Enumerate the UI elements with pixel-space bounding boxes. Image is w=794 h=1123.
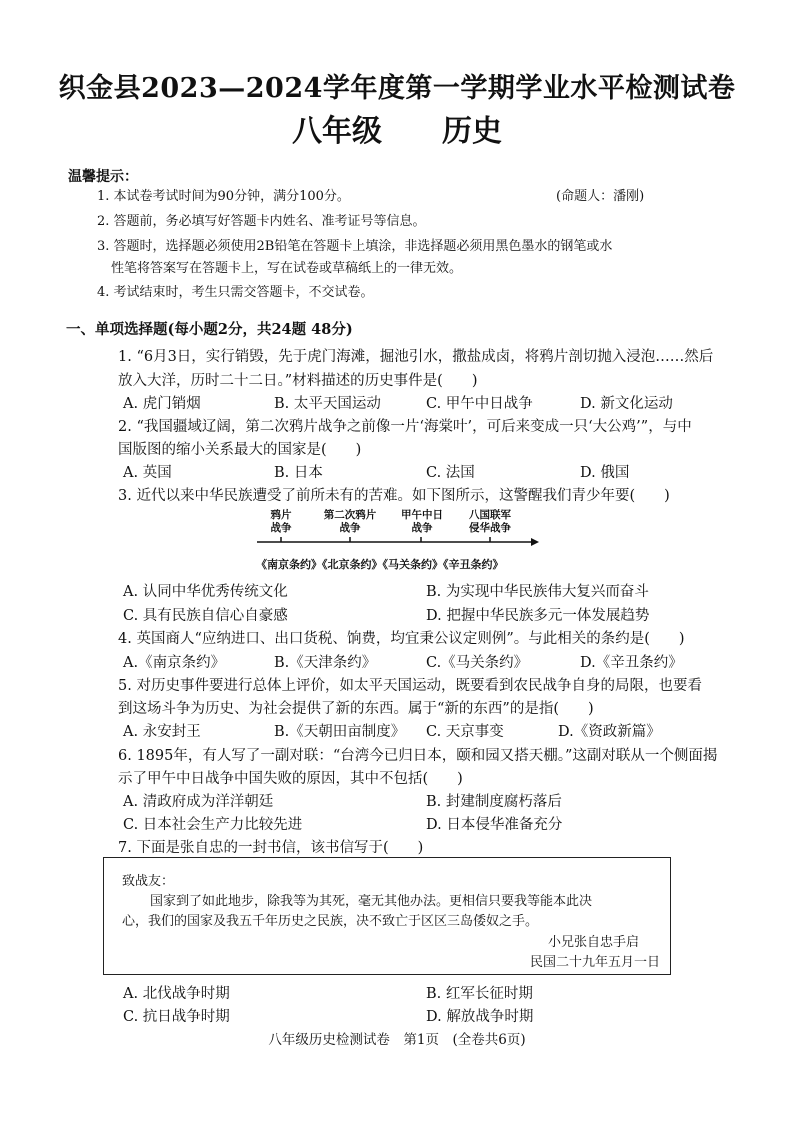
grade-label: 八年级 bbox=[292, 114, 382, 149]
section-heading: 一、单项选择题(每小题2分，共24题 48分) bbox=[66, 321, 353, 338]
note-item: 2. 答题前，务必填写好答题卡内姓名、准考证号等信息。 bbox=[97, 214, 426, 229]
question-2-line: 2. “我国疆域辽阔，第二次鸦片战争之前像一片‘海棠叶’，可后来变成一只‘大公鸡’”，与中 bbox=[118, 419, 692, 435]
letter-greeting: 致战友： bbox=[122, 874, 175, 889]
note-item: 性笔将答案写在答题卡上，写在试卷或草稿纸上的一律无效。 bbox=[111, 261, 463, 276]
grade-subject bbox=[0, 106, 794, 150]
option-a: A. 英国 bbox=[123, 465, 172, 481]
option-b: B. 太平天国运动 bbox=[274, 396, 381, 412]
note-item: 1. 本试卷考试时间为90分钟，满分100分。 bbox=[97, 189, 350, 204]
option-c: C. 法国 bbox=[426, 465, 475, 481]
note-item: 3. 答题时，选择题必须使用2B铅笔在答题卡上填涂，非选择题必须用黑色墨水的钢笔或水 bbox=[97, 239, 613, 254]
option-d: D. 把握中华民族多元一体发展趋势 bbox=[426, 608, 650, 624]
question-5-line: 到这场斗争为历史、为社会提供了新的东西。属于“新的东西”的是指( ) bbox=[118, 701, 594, 717]
letter-date: 民国二十九年五月一日 bbox=[530, 955, 661, 970]
notes-heading: 温馨提示： bbox=[68, 169, 138, 185]
setter-label: (命题人：潘刚) bbox=[556, 189, 645, 204]
option-b: B. 封建制度腐朽落后 bbox=[426, 794, 562, 810]
question-1-line: 放入大洋，历时二十二日。”材料描述的历史事件是( ) bbox=[118, 373, 478, 389]
option-c: C. 抗日战争时期 bbox=[123, 1009, 230, 1025]
option-c: C. 日本社会生产力比较先进 bbox=[123, 817, 303, 833]
question-5-line: 5. 对历史事件要进行总体上评价，如太平天国运动，既要看到农民战争自身的局限，也要看 bbox=[118, 678, 702, 694]
letter-signature: 小兄张自忠手启 bbox=[548, 935, 640, 950]
option-c: C. 具有民族自信心自豪感 bbox=[123, 608, 288, 624]
option-a: A. 认同中华优秀传统文化 bbox=[123, 584, 288, 600]
timeline-event-2: 第二次鸦片 战争 bbox=[323, 509, 377, 534]
question-2-line: 国版图的缩小关系最大的国家是( ) bbox=[118, 442, 362, 458]
timeline-event-3: 甲午中日 战争 bbox=[401, 509, 443, 534]
option-d: D.《资政新篇》 bbox=[558, 724, 661, 740]
option-d: D.《辛丑条约》 bbox=[580, 655, 683, 671]
option-b: B. 红军长征时期 bbox=[426, 986, 533, 1002]
letter-body: 国家到了如此地步，除我等为其死，毫无其他办法。更相信只要我等能本此决 bbox=[150, 894, 593, 909]
option-a: A. 清政府成为洋洋朝廷 bbox=[123, 794, 274, 810]
option-a: A. 虎门销烟 bbox=[123, 396, 201, 412]
option-d: D. 俄国 bbox=[580, 465, 630, 481]
option-d: D. 解放战争时期 bbox=[426, 1009, 534, 1025]
note-item: 4. 考试结束时，考生只需交答题卡，不交试卷。 bbox=[97, 285, 374, 300]
letter-body: 心，我们的国家及我五千年历史之民族，决不致亡于区区三岛倭奴之手。 bbox=[122, 914, 539, 929]
option-c: C. 甲午中日战争 bbox=[426, 396, 533, 412]
option-c: C.《马关条约》 bbox=[426, 655, 529, 671]
option-d: D. 新文化运动 bbox=[580, 396, 673, 412]
option-c: C. 天京事变 bbox=[426, 724, 504, 740]
timeline-axis bbox=[255, 536, 540, 550]
question-7-line: 7. 下面是张自忠的一封书信，该书信写于( ) bbox=[118, 840, 424, 856]
subject-label: 历史 bbox=[442, 114, 502, 149]
timeline-event-4: 八国联军 侵华战争 bbox=[469, 509, 511, 534]
question-6-line: 6. 1895年，有人写了一副对联：“台湾今已归日本，颐和园又搭天棚。”这副对联从一个侧面揭 bbox=[118, 748, 718, 764]
option-a: A. 永安封王 bbox=[123, 724, 201, 740]
option-b: B.《天朝田亩制度》 bbox=[274, 724, 406, 740]
option-a: A.《南京条约》 bbox=[123, 655, 226, 671]
timeline-event-1: 鸦片 战争 bbox=[270, 509, 292, 534]
timeline-treaties: 《南京条约》《北京条约》《马关条约》《辛丑条约》 bbox=[256, 558, 504, 571]
option-a: A. 北伐战争时期 bbox=[123, 986, 230, 1002]
question-1-line: 1. “6月3日，实行销毁，先于虎门海滩，掘池引水，撒盐成卤，将鸦片剖切抛入浸泡……然后 bbox=[118, 349, 714, 365]
option-b: B.《天津条约》 bbox=[274, 655, 377, 671]
question-4-line: 4. 英国商人“应纳进口、出口货税、饷费，均宜秉公议定则例”。与此相关的条约是( ) bbox=[118, 631, 685, 647]
question-6-line: 示了甲午中日战争中国失败的原因，其中不包括( ) bbox=[118, 771, 463, 787]
page-footer: 八年级历史检测试卷 第1页 (全卷共6页) bbox=[268, 1032, 526, 1048]
option-d: D. 日本侵华准备充分 bbox=[426, 817, 563, 833]
option-b: B. 日本 bbox=[274, 465, 323, 481]
exam-title: 织金县2023—2024学年度第一学期学业水平检测试卷 bbox=[58, 73, 736, 104]
question-3-line: 3. 近代以来中华民族遭受了前所未有的苦难。如下图所示，这警醒我们青少年要( ) bbox=[118, 488, 670, 504]
option-b: B. 为实现中华民族伟大复兴而奋斗 bbox=[426, 584, 649, 600]
